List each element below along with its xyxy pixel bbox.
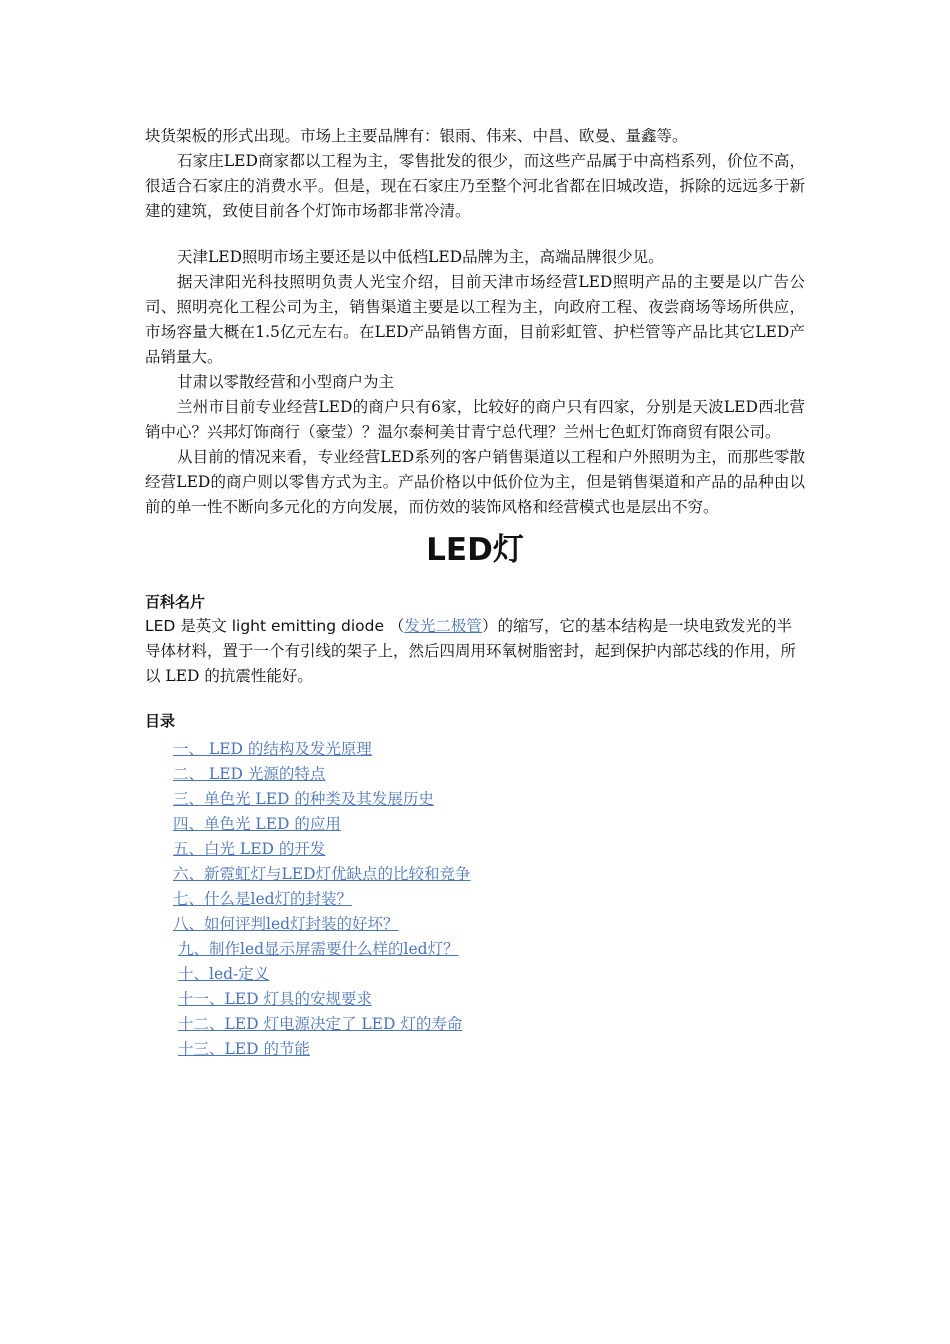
toc-item-12[interactable]: 十二、LED 灯电源决定了 LED 灯的寿命 <box>178 1015 463 1033</box>
intro-text-after: ）的缩写，它的基本结构是一块电致发光的半导体材料，置于一个有引线的架子上，然后四周用环氧树脂密封，起到保护内部芯线的作用，所以 LED 的抗震性能好。 <box>145 617 797 685</box>
paragraph-7: 从目前的情况来看，专业经营LED系列的客户销售渠道以工程和户外照明为主，而那些零散经营LED的商户则以零售方式为主。产品价格以中低价位为主，但是销售渠道和产品的品种由以前的单一性不断向多元化的方向发展，而仿效的装饰风格和经营模式也是层出不穷。 <box>145 448 805 516</box>
paragraph-2: 石家庄LED商家都以工程为主，零售批发的很少，而这些产品属于中高档系列，价位不高，很适合石家庄的消费水平。但是，现在石家庄乃至整个河北省都在旧城改造，拆除的远远多于新建的建筑，致使目前各个灯饰市场都非常冷清。 <box>145 152 805 220</box>
toc-item-6[interactable]: 六、新霓虹灯与LED灯优缺点的比较和竞争 <box>173 865 471 883</box>
intro-paragraph <box>145 614 805 689</box>
paragraph-gap <box>145 224 805 245</box>
section-gap <box>145 689 805 709</box>
toc-item-8[interactable]: 八、如何评判led灯封装的好坏？ <box>173 915 399 933</box>
led-diode-link[interactable]: 发光二极管 <box>404 617 482 635</box>
toc-heading: 目录 <box>145 712 176 730</box>
toc-item-3[interactable]: 三、单色光 LED 的种类及其发展历史 <box>173 790 434 808</box>
toc-item-2[interactable]: 二、 LED 光源的特点 <box>173 765 326 783</box>
toc-item-1[interactable]: 一、 LED 的结构及发光原理 <box>173 740 372 758</box>
toc-item-13[interactable]: 十三、LED 的节能 <box>178 1040 310 1058</box>
toc-item-7[interactable]: 七、什么是led灯的封装？ <box>173 890 353 908</box>
paragraph-1: 块货架板的形式出现。市场上主要品牌有：银雨、伟来、中昌、欧曼、量鑫等。 <box>145 127 688 145</box>
paragraph-4: 据天津阳光科技照明负责人光宝介绍，目前天津市场经营LED照明产品的主要是以广告公司、照明亮化工程公司为主，销售渠道主要是以工程为主，向政府工程、夜尝商场等场所供应，市场容量大概在1.5亿元左右。在LED产品销售方面，目前彩虹管、护栏管等产品比其它LED产品销量大。 <box>145 273 805 366</box>
paragraph-3: 天津LED照明市场主要还是以中低档LED品牌为主，高端品牌很少见。 <box>177 248 664 266</box>
table-of-contents <box>145 737 805 1062</box>
toc-item-9[interactable]: 九、制作led显示屏需要什么样的led灯？ <box>178 940 459 958</box>
paragraph-6: 兰州市目前专业经营LED的商户只有6家，比较好的商户只有四家，分别是天波LED西北营销中心？兴邦灯饰商行（豪莹）？温尔泰柯美甘青宁总代理？兰州七色虹灯饰商贸有限公司。 <box>145 398 805 441</box>
intro-text-before: LED 是英文 light emitting diode （ <box>145 617 405 635</box>
toc-item-5[interactable]: 五、白光 LED 的开发 <box>173 840 326 858</box>
document-page <box>145 124 805 1062</box>
page-title: LED灯 <box>426 532 524 568</box>
toc-item-11[interactable]: 十一、LED 灯具的安规要求 <box>178 990 372 1008</box>
paragraph-5: 甘肃以零散经营和小型商户为主 <box>177 373 395 391</box>
card-heading: 百科名片 <box>145 593 206 611</box>
toc-item-10[interactable]: 十、led-定义 <box>178 965 270 983</box>
toc-item-4[interactable]: 四、单色光 LED 的应用 <box>173 815 341 833</box>
